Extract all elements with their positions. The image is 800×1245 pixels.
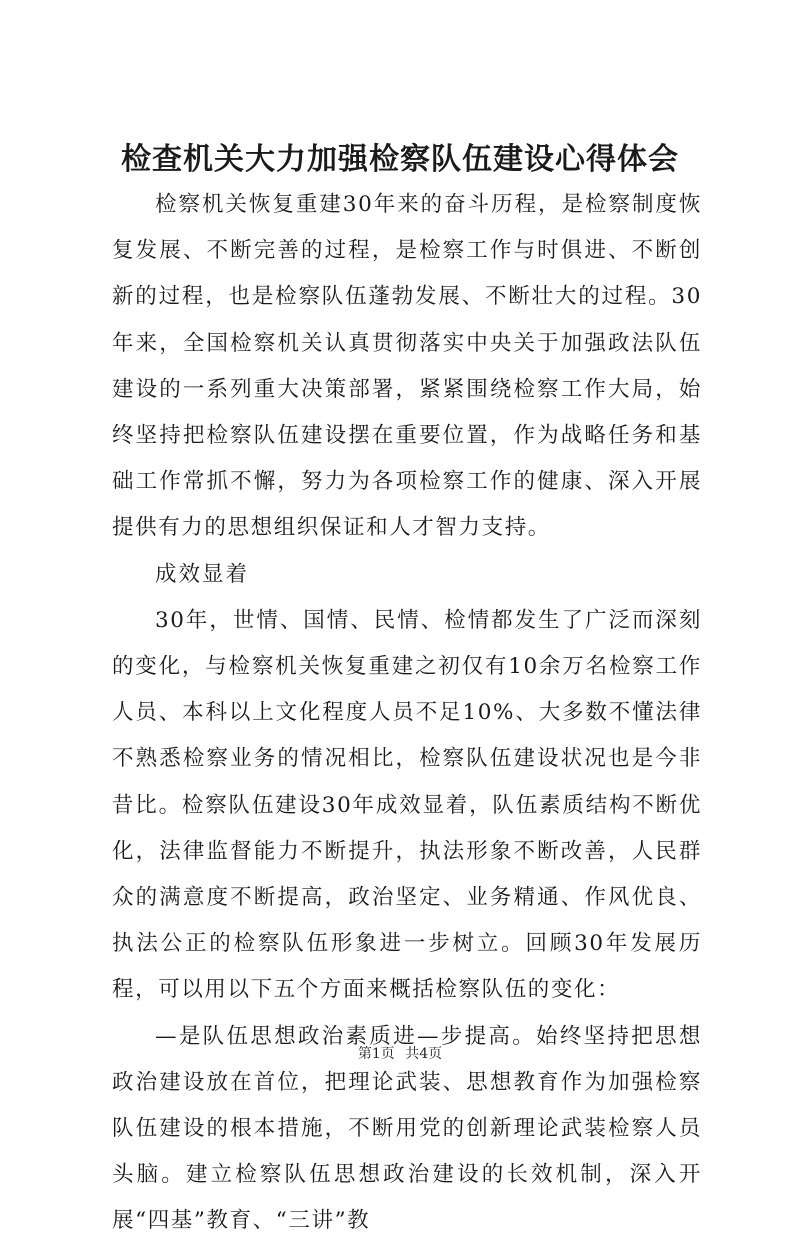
paragraph-point-one: —是队伍思想政治素质进—步提高。始终坚持把思想政治建设放在首位，把理论武装、思想教育作为加强检察队伍建设的根本措施，不断用党的创新理论武装检察人员头脑。建立检察队伍思想政治建设的长效机制，深入开展“四基”教育、“三讲”教 xyxy=(112,1023,702,1234)
document-title: 检查机关大力加强检察队伍建设心得体会 xyxy=(121,142,679,177)
document-body xyxy=(112,182,702,1245)
page-total: 共4页 xyxy=(405,1046,443,1062)
section-heading: 成效显着 xyxy=(155,561,250,587)
page-footer xyxy=(0,1044,800,1064)
page-number: 第1页 xyxy=(357,1046,395,1062)
paragraph-achievements: 30年，世情、国情、民情、检情都发生了广泛而深刻的变化，与检察机关恢复重建之初仅有10余万名检察工作人员、本科以上文化程度人员不足10%、大多数不懂法律不熟悉检察业务的情况相比，检察队伍建设状况也是今非昔比。检察队伍建设30年成效显着，队伍素质结构不断优化，法律监督能力不断提升，执法形象不断改善，人民群众的满意度不断提高，政治坚定、业务精通、作风优良、执法公正的检察队伍形象进一步树立。回顾30年发展历程，可以用以下五个方面来概括检察队伍的变化： xyxy=(112,607,702,1003)
paragraph-intro: 检察机关恢复重建30年来的奋斗历程，是检察制度恢复发展、不断完善的过程，是检察工作与时俱进、不断创新的过程，也是检察队伍蓬勃发展、不断壮大的过程。30年来，全国检察机关认真贯彻落实中央关于加强政法队伍建设的一系列重大决策部署，紧紧围绕检察工作大局，始终坚持把检察队伍建设摆在重要位置，作为战略任务和基础工作常抓不懈，努力为各项检察工作的健康、深入开展提供有力的思想组织保证和人才智力支持。 xyxy=(112,192,702,541)
